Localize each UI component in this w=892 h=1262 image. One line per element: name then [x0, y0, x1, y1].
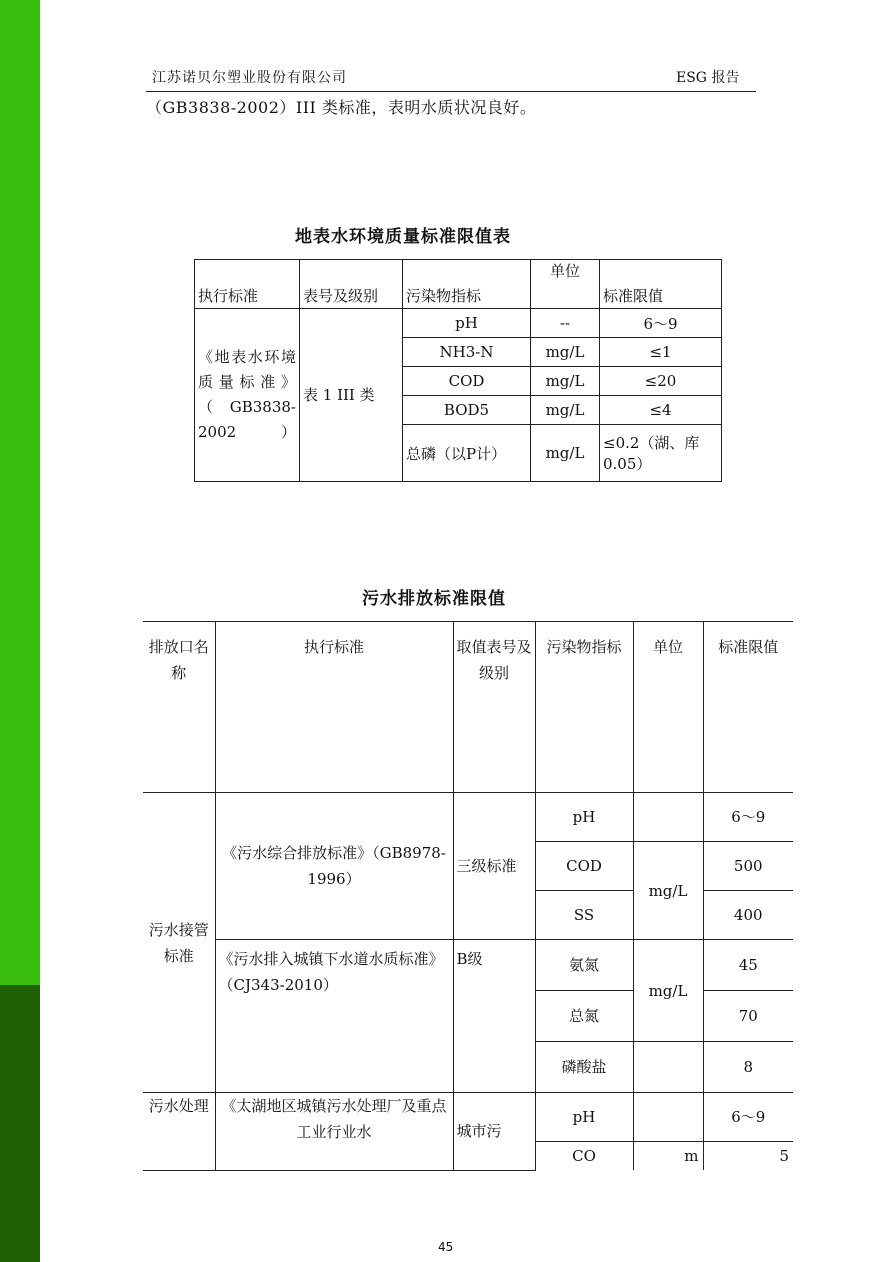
pollutant-cell: COD — [403, 367, 531, 396]
limit-cell: 6～9 — [703, 1093, 793, 1142]
pollutant-cell: 总磷（以P计） — [403, 425, 531, 482]
limit-cell: 500 — [703, 842, 793, 891]
limit-cell: 6～9 — [703, 793, 793, 842]
pollutant-cell: COD — [535, 842, 633, 891]
pollutant-cell: 磷酸盐 — [535, 1042, 633, 1093]
header-cell: 标准限值 — [703, 622, 793, 793]
limit-cell: 8 — [703, 1042, 793, 1093]
table2-title: 污水排放标准限值 — [362, 589, 506, 609]
unit-cell: mg/L — [531, 367, 600, 396]
limit-cell: ≤1 — [600, 338, 722, 367]
header-cell: 取值表号及级别 — [453, 622, 535, 793]
pollutant-cell: 氨氮 — [535, 940, 633, 991]
pollutant-cell: SS — [535, 891, 633, 940]
header-cell: 表号及级别 — [300, 260, 403, 309]
unit-cell: mg/L — [633, 940, 703, 1042]
unit-cell — [633, 793, 703, 842]
pollutant-cell: BOD5 — [403, 396, 531, 425]
header-cell: 单位 — [531, 260, 600, 309]
standard-cell: 《污水综合排放标准》（GB8978-1996） — [215, 793, 453, 940]
limit-cell: ≤0.2（湖、库 0.05） — [600, 425, 722, 482]
header-cell: 执行标准 — [215, 622, 453, 793]
unit-cell: m — [633, 1142, 703, 1171]
header-company: 江苏诺贝尔塑业股份有限公司 — [152, 70, 347, 86]
grade-cell: 城市污 — [453, 1093, 535, 1171]
limit-cell: ≤20 — [600, 367, 722, 396]
table-row — [143, 1093, 793, 1142]
wastewater-table — [143, 621, 793, 1171]
unit-cell: -- — [531, 309, 600, 338]
header-divider — [146, 91, 756, 92]
pollutant-cell: 总氮 — [535, 991, 633, 1042]
standard-cell: 《地表水环境质量标准》（GB3838-2002） — [195, 309, 300, 482]
limit-cell: 45 — [703, 940, 793, 991]
header-cell: 单位 — [633, 622, 703, 793]
unit-cell: mg/L — [531, 338, 600, 367]
header-cell: 污染物指标 — [403, 260, 531, 309]
pollutant-cell: pH — [535, 793, 633, 842]
unit-cell — [633, 1042, 703, 1093]
table-row — [143, 622, 793, 793]
unit-cell: mg/L — [531, 425, 600, 482]
pollutant-cell: NH3-N — [403, 338, 531, 367]
limit-cell: 400 — [703, 891, 793, 940]
header-report-label: ESG 报告 — [676, 70, 740, 86]
surface-water-table — [194, 259, 722, 482]
header-cell: 执行标准 — [195, 260, 300, 309]
limit-cell: 70 — [703, 991, 793, 1042]
table1-title: 地表水环境质量标准限值表 — [295, 227, 511, 247]
outlet-name-cell: 污水处理 — [143, 1093, 215, 1171]
intro-text: （GB3838-2002）III 类标准，表明水质状况良好。 — [146, 98, 537, 117]
table-row — [143, 940, 793, 991]
unit-cell: mg/L — [531, 396, 600, 425]
table-row — [143, 793, 793, 842]
unit-cell — [633, 1093, 703, 1142]
header-cell: 标准限值 — [600, 260, 722, 309]
header-cell: 污染物指标 — [535, 622, 633, 793]
table-row — [195, 260, 722, 309]
grade-cell: 表 1 III 类 — [300, 309, 403, 482]
grade-cell: B级 — [453, 940, 535, 1093]
table-row — [195, 309, 722, 338]
sidebar-dark-band — [0, 985, 40, 1262]
unit-cell: mg/L — [633, 842, 703, 940]
limit-cell: 5 — [703, 1142, 793, 1171]
limit-cell: 6～9 — [600, 309, 722, 338]
page-number: 45 — [438, 1240, 454, 1254]
limit-cell: ≤4 — [600, 396, 722, 425]
header-cell: 排放口名称 — [143, 622, 215, 793]
standard-cell: 《太湖地区城镇污水处理厂及重点工业行业水 — [215, 1093, 453, 1171]
pollutant-cell: CO — [535, 1142, 633, 1171]
pollutant-cell: pH — [535, 1093, 633, 1142]
standard-cell: 《污水排入城镇下水道水质标准》（CJ343-2010） — [215, 940, 453, 1093]
pollutant-cell: pH — [403, 309, 531, 338]
grade-cell: 三级标准 — [453, 793, 535, 940]
outlet-name-cell: 污水接管标准 — [143, 793, 215, 1093]
sidebar-green-band — [0, 0, 40, 985]
